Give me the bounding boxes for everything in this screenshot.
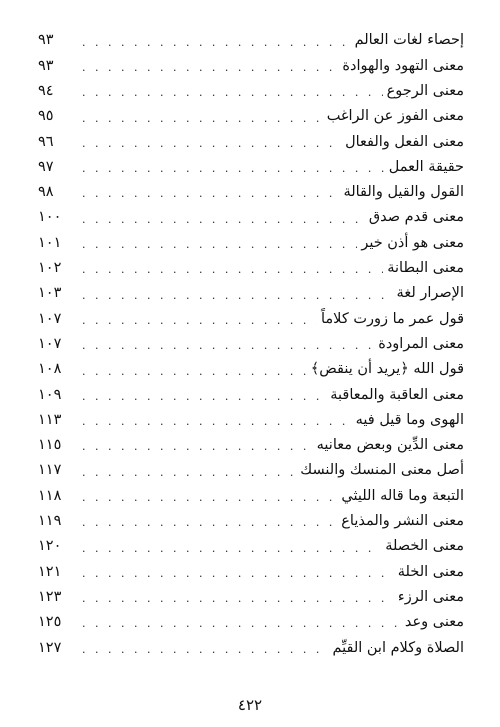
toc-entry-title: معنى النشر والمذياع — [341, 513, 464, 530]
leader-dots — [82, 363, 307, 377]
toc-entry-page: ٩٨ — [38, 184, 54, 201]
toc-entry-title: معنى هو أذن خير — [361, 234, 464, 251]
toc-entry — [36, 610, 464, 635]
toc-entry-title: معنى الفعل والفعال — [345, 133, 464, 150]
leader-dots — [82, 590, 394, 604]
toc-entry — [36, 382, 464, 407]
leader-dots — [82, 160, 385, 174]
toc-entry-page: ١٢٥ — [38, 614, 62, 631]
toc-entry-title: معنى الفوز عن الراغب — [326, 108, 464, 125]
toc-entry-page: ٩٣ — [38, 57, 54, 74]
toc-entry-page: ١٢٠ — [38, 538, 62, 555]
leader-dots — [82, 211, 365, 225]
toc-entry — [36, 281, 464, 306]
toc-entry-page: ١٠٧ — [38, 310, 62, 327]
leader-dots — [82, 84, 383, 98]
toc-entry-page: ١١٨ — [38, 487, 62, 504]
toc-entry-title: الصلاة وكلام ابن القيِّم — [332, 639, 464, 656]
toc-entry-title: قول الله ﴿يريد أن ينقض﴾ — [310, 361, 464, 378]
toc-entry — [36, 256, 464, 281]
toc-entry — [36, 534, 464, 559]
toc-entry — [36, 509, 464, 534]
leader-dots — [82, 565, 394, 579]
toc-entry — [36, 635, 464, 660]
toc-entry-title: الإصرار لغة — [396, 285, 464, 302]
toc-entry-title: إحصاء لغات العالم — [354, 32, 464, 49]
toc-entry-page: ١٠٨ — [38, 361, 62, 378]
toc-entry-page: ١٠٩ — [38, 386, 62, 403]
leader-dots — [82, 287, 393, 301]
toc-entry — [36, 559, 464, 584]
toc-entry-title: حقيقة العمل — [388, 158, 464, 175]
leader-dots — [82, 615, 401, 629]
toc-entry-title: معنى الرجوع — [386, 82, 464, 99]
toc-entry-title: معنى المراودة — [378, 335, 464, 352]
leader-dots — [82, 185, 339, 199]
toc-entry-title: قول عمر ما زورت كلاماً — [320, 310, 464, 327]
toc-entry — [36, 483, 464, 508]
leader-dots — [82, 236, 357, 250]
toc-entry-page: ١٢٧ — [38, 639, 62, 656]
toc-entry — [36, 458, 464, 483]
toc-entry-page: ١١٣ — [38, 411, 62, 428]
leader-dots — [82, 514, 337, 528]
toc-entry-page: ١٢١ — [38, 563, 62, 580]
toc-entry-title: معنى الخصلة — [385, 538, 464, 555]
toc-entry-page: ٩٣ — [38, 32, 54, 49]
leader-dots — [82, 34, 351, 48]
leader-dots — [82, 110, 323, 124]
leader-dots — [82, 540, 381, 554]
table-of-contents — [36, 28, 464, 660]
toc-entry-page: ٩٧ — [38, 158, 54, 175]
leader-dots — [82, 312, 317, 326]
leader-dots — [82, 489, 337, 503]
toc-entry-page: ١٠٧ — [38, 335, 62, 352]
leader-dots — [82, 438, 313, 452]
toc-entry-page: ١١٧ — [38, 462, 62, 479]
toc-entry — [36, 53, 464, 78]
toc-entry — [36, 585, 464, 610]
leader-dots — [82, 464, 296, 478]
toc-entry-title: معنى الخلة — [397, 563, 464, 580]
toc-entry-title: التبعة وما قاله الليثي — [341, 487, 464, 504]
toc-entry-title: معنى الرزء — [397, 588, 464, 605]
toc-entry-page: ١٠١ — [38, 234, 62, 251]
leader-dots — [82, 59, 338, 73]
toc-entry — [36, 28, 464, 53]
toc-entry-page: ١٢٣ — [38, 588, 62, 605]
toc-entry — [36, 332, 464, 357]
toc-entry-title: معنى قدم صدق — [368, 209, 464, 226]
toc-entry-page: ١٠٣ — [38, 285, 62, 302]
toc-entry — [36, 104, 464, 129]
toc-entry-title: معنى التهود والهوادة — [342, 57, 464, 74]
toc-entry-page: ١٠٢ — [38, 260, 62, 277]
toc-entry-title: معنى الدِّين وبعض معانيه — [316, 437, 464, 454]
toc-entry-page: ٩٦ — [38, 133, 54, 150]
toc-entry-title: القول والقيل والقالة — [343, 184, 464, 201]
toc-entry-page: ١٠٠ — [38, 209, 62, 226]
leader-dots — [82, 135, 341, 149]
toc-entry — [36, 129, 464, 154]
toc-entry — [36, 230, 464, 255]
toc-entry-title: معنى البطانة — [387, 260, 464, 277]
toc-entry-page: ٩٥ — [38, 108, 54, 125]
toc-entry — [36, 433, 464, 458]
toc-entry-page: ٩٤ — [38, 82, 54, 99]
toc-entry — [36, 79, 464, 104]
toc-entry — [36, 357, 464, 382]
toc-entry-title: معنى وعد — [404, 614, 464, 631]
leader-dots — [82, 337, 374, 351]
leader-dots — [82, 388, 326, 402]
toc-entry — [36, 180, 464, 205]
toc-entry-title: الهوى وما قيل فيه — [355, 411, 464, 428]
leader-dots — [82, 641, 328, 655]
leader-dots — [82, 261, 383, 275]
toc-entry-title: معنى العاقبة والمعاقبة — [330, 386, 464, 403]
toc-entry — [36, 306, 464, 331]
toc-entry — [36, 205, 464, 230]
toc-entry-title: أصل معنى المنسك والنسك — [300, 462, 464, 479]
toc-entry — [36, 407, 464, 432]
leader-dots — [82, 413, 352, 427]
toc-entry-page: ١١٥ — [38, 437, 62, 454]
toc-entry-page: ١١٩ — [38, 513, 62, 530]
toc-entry — [36, 154, 464, 179]
page-number: ٤٢٢ — [237, 696, 263, 714]
